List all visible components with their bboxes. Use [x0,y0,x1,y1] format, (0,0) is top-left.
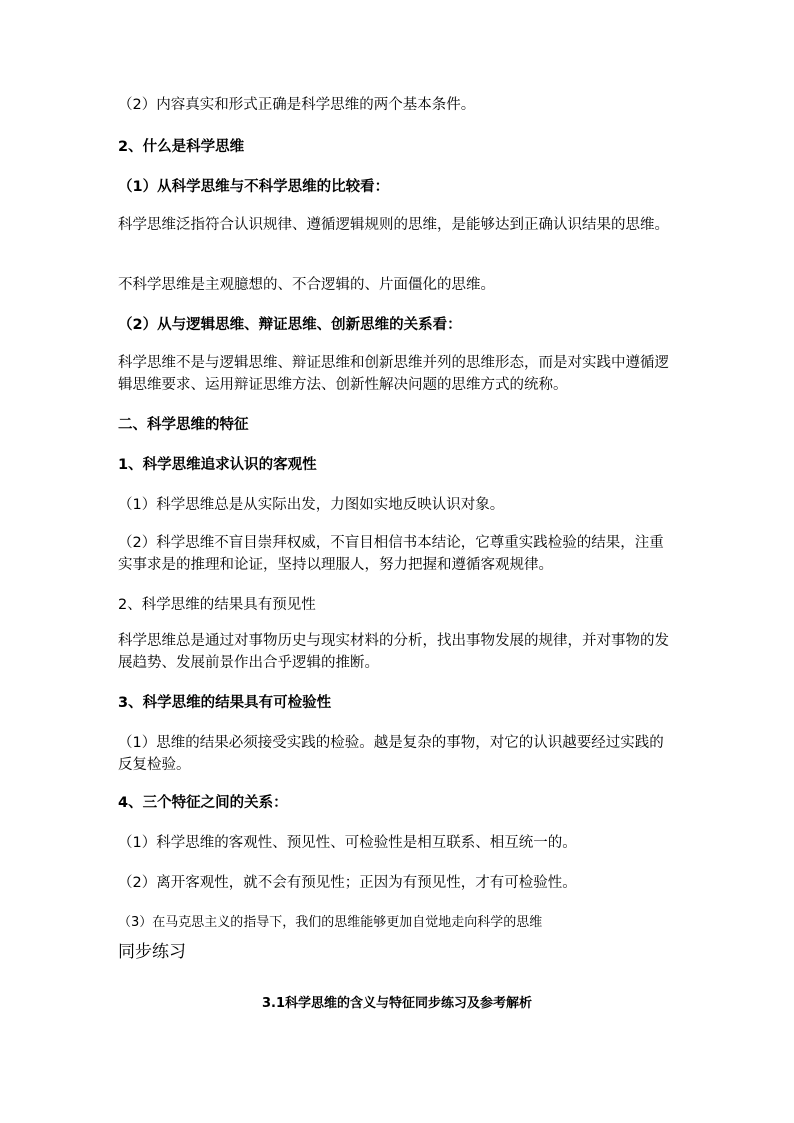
section-heading-relationship: 4、三个特征之间的关系： [118,795,288,811]
section-heading-predictability: 2、科学思维的结果具有预见性 [118,597,316,613]
subheading-relation: （2）从与逻辑思维、辩证思维、创新思维的关系看： [118,317,462,333]
paragraph-objectivity-2: （2）科学思维不盲目崇拜权威，不盲目相信书本结论，它尊重实践检验的结果，注重实事求是的推理和论证，坚持以理服人，努力把握和遵循客观规律。 [118,535,664,573]
paragraph-predictability: 科学思维总是通过对事物历史与现实材料的分析，找出事物发展的规律，并对事物的发展趋势、发展前景作出合乎逻辑的推断。 [118,633,669,671]
exercise-title: 3.1科学思维的含义与特征同步练习及参考解析 [261,996,533,1011]
chapter-heading-features: 二、科学思维的特征 [118,417,249,433]
paragraph-1: （2）内容真实和形式正确是科学思维的两个基本条件。 [118,97,476,113]
paragraph-verifiability: （1）思维的结果必须接受实践的检验。越是复杂的事物，对它的认识越要经过实践的反复检验。 [118,735,664,773]
paragraph-relationship-1: （1）科学思维的客观性、预见性、可检验性是相互联系、相互统一的。 [118,835,577,851]
paragraph-relationship-3: （3）在马克思主义的指导下，我们的思维能够更加自觉地走向科学的思维 [118,915,543,930]
section-heading-what-is: 2、什么是科学思维 [118,139,245,155]
paragraph-non-scientific: 不科学思维是主观臆想的、不合逻辑的、片面僵化的思维。 [118,277,495,293]
paragraph-objectivity-1: （1）科学思维总是从实际出发，力图如实地反映认识对象。 [118,497,505,513]
section-heading-objectivity: 1、科学思维追求认识的客观性 [118,457,317,473]
section-heading-verifiability: 3、科学思维的结果具有可检验性 [118,695,332,711]
practice-heading: 同步练习 [118,942,186,962]
paragraph-definition: 科学思维泛指符合认识规律、遵循逻辑规则的思维，是能够达到正确认识结果的思维。 [118,217,669,233]
paragraph-relationship-2: （2）离开客观性，就不会有预见性；正因为有预见性，才有可检验性。 [118,875,577,891]
paragraph-relation: 科学思维不是与逻辑思维、辩证思维和创新思维并列的思维形态，而是对实践中遵循逻辑思维要求、运用辩证思维方法、创新性解决问题的思维方式的统称。 [118,355,669,393]
subheading-comparison: （1）从科学思维与不科学思维的比较看： [118,179,390,195]
